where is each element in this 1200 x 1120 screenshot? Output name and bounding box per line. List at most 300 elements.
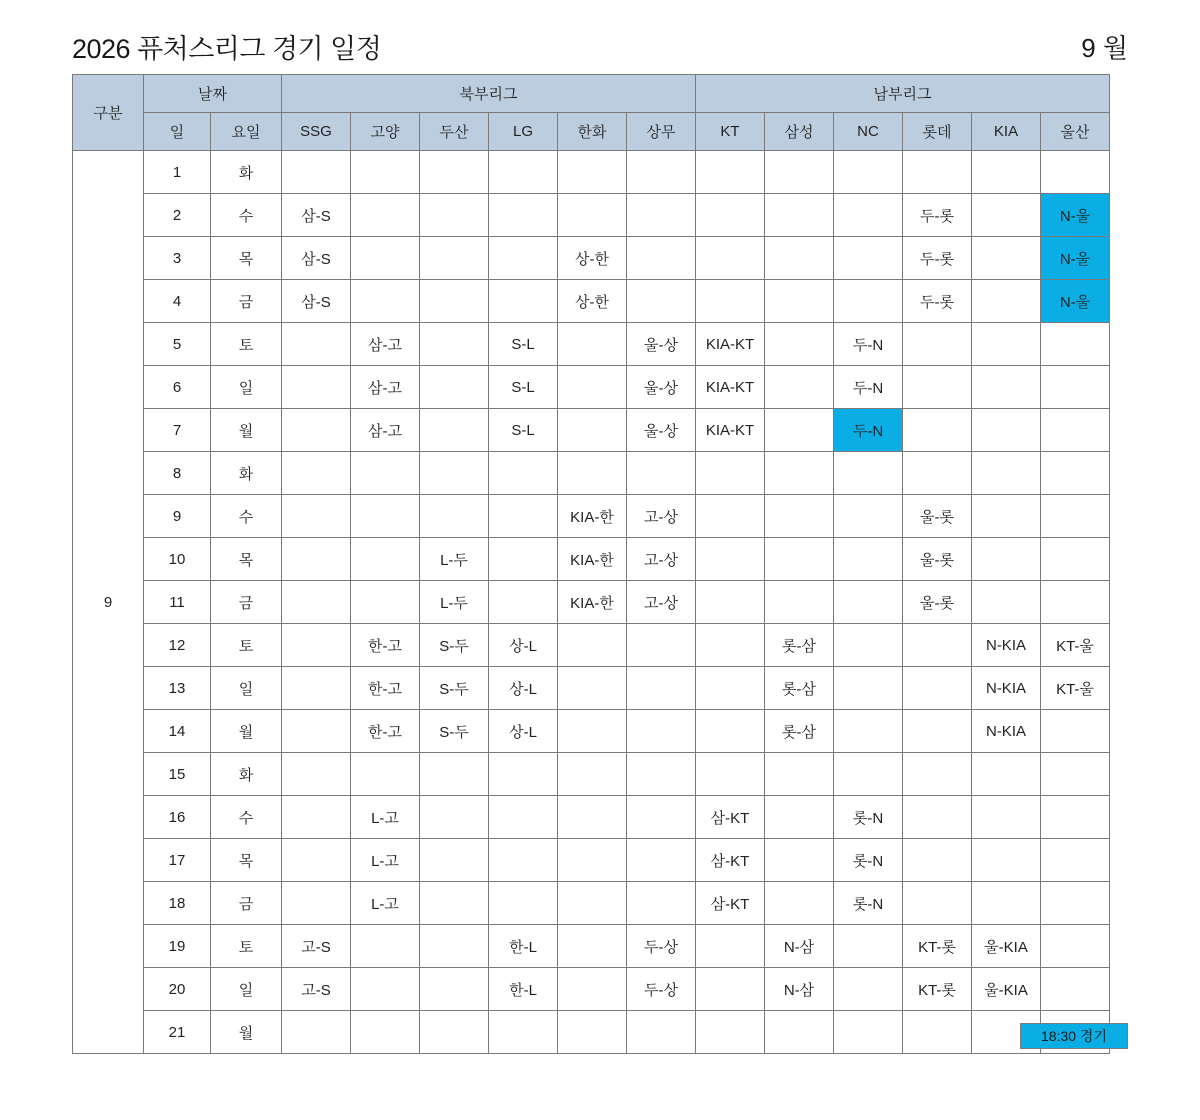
day-number-cell: 12 xyxy=(144,624,211,667)
match-cell xyxy=(834,194,903,237)
sub-header-team-2: SSG xyxy=(282,113,351,151)
match-cell: 삼-고 xyxy=(351,366,420,409)
match-cell xyxy=(972,753,1041,796)
table-row xyxy=(73,409,1110,452)
day-number-cell: 20 xyxy=(144,968,211,1011)
day-number-cell: 6 xyxy=(144,366,211,409)
table-row xyxy=(73,323,1110,366)
match-cell: KIA-KT xyxy=(696,409,765,452)
match-cell xyxy=(903,409,972,452)
match-cell xyxy=(420,237,489,280)
day-of-week-cell: 일 xyxy=(211,667,282,710)
day-number-cell: 13 xyxy=(144,667,211,710)
match-cell xyxy=(696,624,765,667)
day-number-cell: 7 xyxy=(144,409,211,452)
match-cell: KIA-한 xyxy=(558,538,627,581)
match-cell xyxy=(765,366,834,409)
table-row xyxy=(73,624,1110,667)
match-cell: 삼-S xyxy=(282,280,351,323)
table-row xyxy=(73,839,1110,882)
match-cell xyxy=(351,495,420,538)
match-cell xyxy=(765,882,834,925)
sub-header-team-3: 고양 xyxy=(351,113,420,151)
match-cell xyxy=(351,753,420,796)
match-cell xyxy=(627,237,696,280)
match-cell xyxy=(489,495,558,538)
match-cell: N-KIA xyxy=(972,667,1041,710)
match-cell xyxy=(558,753,627,796)
match-cell: 울-KIA xyxy=(972,968,1041,1011)
match-cell xyxy=(558,409,627,452)
match-cell: S-L xyxy=(489,366,558,409)
day-of-week-cell: 수 xyxy=(211,495,282,538)
table-row xyxy=(73,495,1110,538)
match-cell xyxy=(972,323,1041,366)
match-cell: S-L xyxy=(489,409,558,452)
match-cell xyxy=(696,452,765,495)
day-number-cell: 10 xyxy=(144,538,211,581)
match-cell xyxy=(420,151,489,194)
match-cell xyxy=(558,839,627,882)
match-cell xyxy=(903,796,972,839)
match-cell xyxy=(627,753,696,796)
match-cell xyxy=(696,495,765,538)
match-cell xyxy=(558,925,627,968)
match-cell xyxy=(351,452,420,495)
sub-header-team-7: 상무 xyxy=(627,113,696,151)
title-bar xyxy=(72,24,1128,68)
sub-header-team-6: 한화 xyxy=(558,113,627,151)
header-north-league: 북부리그 xyxy=(282,75,696,113)
legend-night-game xyxy=(1020,1023,1128,1049)
day-number-cell: 3 xyxy=(144,237,211,280)
match-cell xyxy=(834,495,903,538)
sub-header-team-4: 두산 xyxy=(420,113,489,151)
match-cell xyxy=(282,1011,351,1054)
match-cell: 삼-S xyxy=(282,194,351,237)
match-cell xyxy=(765,409,834,452)
table-row xyxy=(73,882,1110,925)
day-number-cell: 5 xyxy=(144,323,211,366)
match-cell: 상-L xyxy=(489,667,558,710)
header-kubun: 구분 xyxy=(73,75,144,151)
match-cell xyxy=(834,538,903,581)
match-cell xyxy=(765,452,834,495)
match-cell: 한-L xyxy=(489,925,558,968)
match-cell: 롯-N xyxy=(834,796,903,839)
match-cell: 두-상 xyxy=(627,968,696,1011)
match-cell xyxy=(558,624,627,667)
match-cell xyxy=(696,710,765,753)
match-cell: 울-롯 xyxy=(903,538,972,581)
match-cell: 한-고 xyxy=(351,667,420,710)
match-cell xyxy=(282,151,351,194)
match-cell xyxy=(282,366,351,409)
day-of-week-cell: 금 xyxy=(211,581,282,624)
match-cell: 고-상 xyxy=(627,538,696,581)
match-cell: 삼-고 xyxy=(351,409,420,452)
match-cell: L-두 xyxy=(420,581,489,624)
match-cell xyxy=(420,796,489,839)
match-cell xyxy=(834,151,903,194)
match-cell xyxy=(903,667,972,710)
table-row xyxy=(73,968,1110,1011)
match-cell xyxy=(1041,710,1110,753)
match-cell xyxy=(489,280,558,323)
day-number-cell: 14 xyxy=(144,710,211,753)
match-cell xyxy=(420,409,489,452)
match-cell xyxy=(765,495,834,538)
match-cell xyxy=(558,151,627,194)
match-cell: L-고 xyxy=(351,796,420,839)
table-row xyxy=(73,237,1110,280)
day-number-cell: 15 xyxy=(144,753,211,796)
match-cell xyxy=(282,409,351,452)
match-cell xyxy=(696,194,765,237)
match-cell xyxy=(903,452,972,495)
match-cell xyxy=(765,839,834,882)
match-cell xyxy=(282,495,351,538)
match-cell xyxy=(627,194,696,237)
match-cell xyxy=(903,323,972,366)
match-cell xyxy=(765,323,834,366)
match-cell xyxy=(489,882,558,925)
match-cell: 울-롯 xyxy=(903,581,972,624)
match-cell: 울-KIA xyxy=(972,925,1041,968)
match-cell xyxy=(351,538,420,581)
match-cell xyxy=(420,925,489,968)
match-cell xyxy=(489,237,558,280)
match-cell xyxy=(351,237,420,280)
match-cell xyxy=(972,882,1041,925)
match-cell: N-울 xyxy=(1041,237,1110,280)
match-cell xyxy=(489,796,558,839)
match-cell xyxy=(1041,925,1110,968)
day-of-week-cell: 화 xyxy=(211,753,282,796)
sub-header-team-8: KT xyxy=(696,113,765,151)
sub-header-team-13: 울산 xyxy=(1041,113,1110,151)
match-cell xyxy=(765,280,834,323)
match-cell xyxy=(903,366,972,409)
match-cell xyxy=(627,667,696,710)
match-cell xyxy=(903,753,972,796)
match-cell xyxy=(282,581,351,624)
match-cell xyxy=(558,796,627,839)
day-number-cell: 16 xyxy=(144,796,211,839)
match-cell xyxy=(489,839,558,882)
match-cell xyxy=(282,796,351,839)
match-cell: N-KIA xyxy=(972,624,1041,667)
match-cell xyxy=(282,839,351,882)
match-cell: 상-한 xyxy=(558,280,627,323)
match-cell xyxy=(420,323,489,366)
day-of-week-cell: 월 xyxy=(211,1011,282,1054)
match-cell: 롯-삼 xyxy=(765,710,834,753)
match-cell: KIA-KT xyxy=(696,366,765,409)
match-cell: L-고 xyxy=(351,882,420,925)
match-cell xyxy=(834,452,903,495)
match-cell xyxy=(972,839,1041,882)
match-cell xyxy=(765,538,834,581)
match-cell xyxy=(1041,796,1110,839)
match-cell xyxy=(489,151,558,194)
match-cell xyxy=(351,925,420,968)
match-cell: 롯-삼 xyxy=(765,667,834,710)
match-cell xyxy=(1041,409,1110,452)
table-row xyxy=(73,581,1110,624)
day-of-week-cell: 화 xyxy=(211,452,282,495)
table-row xyxy=(73,280,1110,323)
match-cell xyxy=(282,323,351,366)
day-of-week-cell: 금 xyxy=(211,882,282,925)
match-cell xyxy=(420,495,489,538)
match-cell xyxy=(282,452,351,495)
match-cell xyxy=(765,237,834,280)
match-cell: N-삼 xyxy=(765,968,834,1011)
match-cell xyxy=(765,796,834,839)
match-cell: 울-롯 xyxy=(903,495,972,538)
match-cell: 두-롯 xyxy=(903,194,972,237)
match-cell xyxy=(765,753,834,796)
match-cell xyxy=(834,968,903,1011)
match-cell xyxy=(420,968,489,1011)
table-row xyxy=(73,925,1110,968)
match-cell xyxy=(972,151,1041,194)
match-cell: 한-L xyxy=(489,968,558,1011)
day-of-week-cell: 수 xyxy=(211,194,282,237)
match-cell: 고-S xyxy=(282,968,351,1011)
match-cell: 두-N xyxy=(834,323,903,366)
day-number-cell: 9 xyxy=(144,495,211,538)
match-cell: KIA-한 xyxy=(558,495,627,538)
match-cell xyxy=(696,280,765,323)
day-of-week-cell: 월 xyxy=(211,710,282,753)
match-cell xyxy=(903,151,972,194)
match-cell xyxy=(420,882,489,925)
match-cell xyxy=(696,581,765,624)
match-cell: 삼-고 xyxy=(351,323,420,366)
table-row xyxy=(73,753,1110,796)
day-of-week-cell: 토 xyxy=(211,624,282,667)
match-cell: KT-울 xyxy=(1041,624,1110,667)
day-of-week-cell: 토 xyxy=(211,323,282,366)
match-cell: 고-상 xyxy=(627,581,696,624)
match-cell xyxy=(903,624,972,667)
match-cell xyxy=(765,194,834,237)
match-cell xyxy=(1041,968,1110,1011)
match-cell xyxy=(420,366,489,409)
match-cell: S-두 xyxy=(420,624,489,667)
match-cell: KT-울 xyxy=(1041,667,1110,710)
day-of-week-cell: 목 xyxy=(211,839,282,882)
match-cell xyxy=(489,753,558,796)
match-cell xyxy=(1041,538,1110,581)
match-cell xyxy=(282,667,351,710)
match-cell xyxy=(903,1011,972,1054)
day-of-week-cell: 수 xyxy=(211,796,282,839)
match-cell: KT-롯 xyxy=(903,925,972,968)
match-cell: 삼-KT xyxy=(696,882,765,925)
day-number-cell: 17 xyxy=(144,839,211,882)
header-south-league: 남부리그 xyxy=(696,75,1110,113)
match-cell: 울-상 xyxy=(627,323,696,366)
table-row xyxy=(73,796,1110,839)
table-head xyxy=(73,75,1110,151)
day-number-cell: 11 xyxy=(144,581,211,624)
match-cell xyxy=(972,581,1041,624)
sub-header-team-12: KIA xyxy=(972,113,1041,151)
match-cell: 두-롯 xyxy=(903,280,972,323)
match-cell: S-두 xyxy=(420,710,489,753)
match-cell: 두-상 xyxy=(627,925,696,968)
match-cell xyxy=(489,194,558,237)
match-cell: 롯-N xyxy=(834,839,903,882)
day-number-cell: 1 xyxy=(144,151,211,194)
match-cell xyxy=(972,409,1041,452)
match-cell xyxy=(696,151,765,194)
day-number-cell: 18 xyxy=(144,882,211,925)
match-cell: L-고 xyxy=(351,839,420,882)
match-cell xyxy=(903,839,972,882)
match-cell xyxy=(489,1011,558,1054)
match-cell xyxy=(972,280,1041,323)
table-row xyxy=(73,1011,1110,1054)
match-cell xyxy=(834,280,903,323)
match-cell: N-KIA xyxy=(972,710,1041,753)
match-cell: 삼-KT xyxy=(696,839,765,882)
day-number-cell: 21 xyxy=(144,1011,211,1054)
match-cell xyxy=(489,538,558,581)
match-cell xyxy=(972,452,1041,495)
match-cell xyxy=(765,1011,834,1054)
sub-header-team-11: 롯데 xyxy=(903,113,972,151)
day-number-cell: 4 xyxy=(144,280,211,323)
match-cell xyxy=(972,366,1041,409)
sub-header-team-10: NC xyxy=(834,113,903,151)
match-cell xyxy=(351,280,420,323)
table-row xyxy=(73,151,1110,194)
match-cell xyxy=(696,968,765,1011)
day-of-week-cell: 토 xyxy=(211,925,282,968)
match-cell xyxy=(627,1011,696,1054)
schedule-table xyxy=(72,74,1110,1054)
match-cell: 한-고 xyxy=(351,624,420,667)
match-cell: 두-N xyxy=(834,366,903,409)
match-cell xyxy=(558,882,627,925)
match-cell xyxy=(696,667,765,710)
match-cell xyxy=(351,151,420,194)
sub-header-dow: 요일 xyxy=(211,113,282,151)
match-cell xyxy=(972,538,1041,581)
match-cell xyxy=(834,925,903,968)
match-cell: 상-한 xyxy=(558,237,627,280)
match-cell xyxy=(558,323,627,366)
table-row xyxy=(73,452,1110,495)
match-cell xyxy=(696,753,765,796)
schedule-table-wrapper xyxy=(72,74,1110,1054)
header-date-group: 날짜 xyxy=(144,75,282,113)
match-cell xyxy=(834,237,903,280)
match-cell xyxy=(627,710,696,753)
kubun-cell: 9 xyxy=(73,151,144,1054)
match-cell: N-울 xyxy=(1041,194,1110,237)
match-cell: 울-상 xyxy=(627,409,696,452)
match-cell xyxy=(972,796,1041,839)
day-number-cell: 2 xyxy=(144,194,211,237)
match-cell xyxy=(558,194,627,237)
match-cell xyxy=(627,151,696,194)
match-cell: N-울 xyxy=(1041,280,1110,323)
match-cell xyxy=(351,194,420,237)
match-cell xyxy=(282,753,351,796)
match-cell: 삼-S xyxy=(282,237,351,280)
match-cell xyxy=(1041,839,1110,882)
match-cell xyxy=(351,1011,420,1054)
match-cell: 한-고 xyxy=(351,710,420,753)
match-cell xyxy=(1041,366,1110,409)
match-cell: L-두 xyxy=(420,538,489,581)
match-cell xyxy=(351,968,420,1011)
match-cell: 울-상 xyxy=(627,366,696,409)
match-cell: 롯-N xyxy=(834,882,903,925)
match-cell xyxy=(1041,151,1110,194)
table-row xyxy=(73,667,1110,710)
match-cell xyxy=(972,237,1041,280)
group-header-row xyxy=(73,75,1110,113)
match-cell xyxy=(696,925,765,968)
match-cell xyxy=(351,581,420,624)
match-cell xyxy=(696,1011,765,1054)
match-cell: S-L xyxy=(489,323,558,366)
match-cell xyxy=(627,882,696,925)
legend-label: 18:30 경기 xyxy=(1041,1028,1107,1044)
match-cell: S-두 xyxy=(420,667,489,710)
match-cell xyxy=(558,968,627,1011)
match-cell xyxy=(627,624,696,667)
table-row xyxy=(73,194,1110,237)
match-cell xyxy=(558,366,627,409)
match-cell: 롯-삼 xyxy=(765,624,834,667)
match-cell xyxy=(903,882,972,925)
match-cell xyxy=(834,581,903,624)
day-of-week-cell: 일 xyxy=(211,968,282,1011)
match-cell xyxy=(282,710,351,753)
match-cell: 상-L xyxy=(489,710,558,753)
match-cell xyxy=(903,710,972,753)
match-cell xyxy=(420,753,489,796)
sub-header-team-5: LG xyxy=(489,113,558,151)
day-of-week-cell: 목 xyxy=(211,538,282,581)
table-body xyxy=(73,151,1110,1054)
day-of-week-cell: 화 xyxy=(211,151,282,194)
match-cell xyxy=(627,839,696,882)
match-cell xyxy=(420,194,489,237)
match-cell xyxy=(1041,581,1110,624)
match-cell xyxy=(627,796,696,839)
match-cell xyxy=(972,194,1041,237)
match-cell xyxy=(627,280,696,323)
sub-header-team-9: 삼성 xyxy=(765,113,834,151)
match-cell xyxy=(489,581,558,624)
day-of-week-cell: 금 xyxy=(211,280,282,323)
match-cell: 고-S xyxy=(282,925,351,968)
match-cell xyxy=(558,452,627,495)
match-cell: 삼-KT xyxy=(696,796,765,839)
day-of-week-cell: 목 xyxy=(211,237,282,280)
match-cell: N-삼 xyxy=(765,925,834,968)
match-cell: KIA-한 xyxy=(558,581,627,624)
match-cell xyxy=(834,1011,903,1054)
